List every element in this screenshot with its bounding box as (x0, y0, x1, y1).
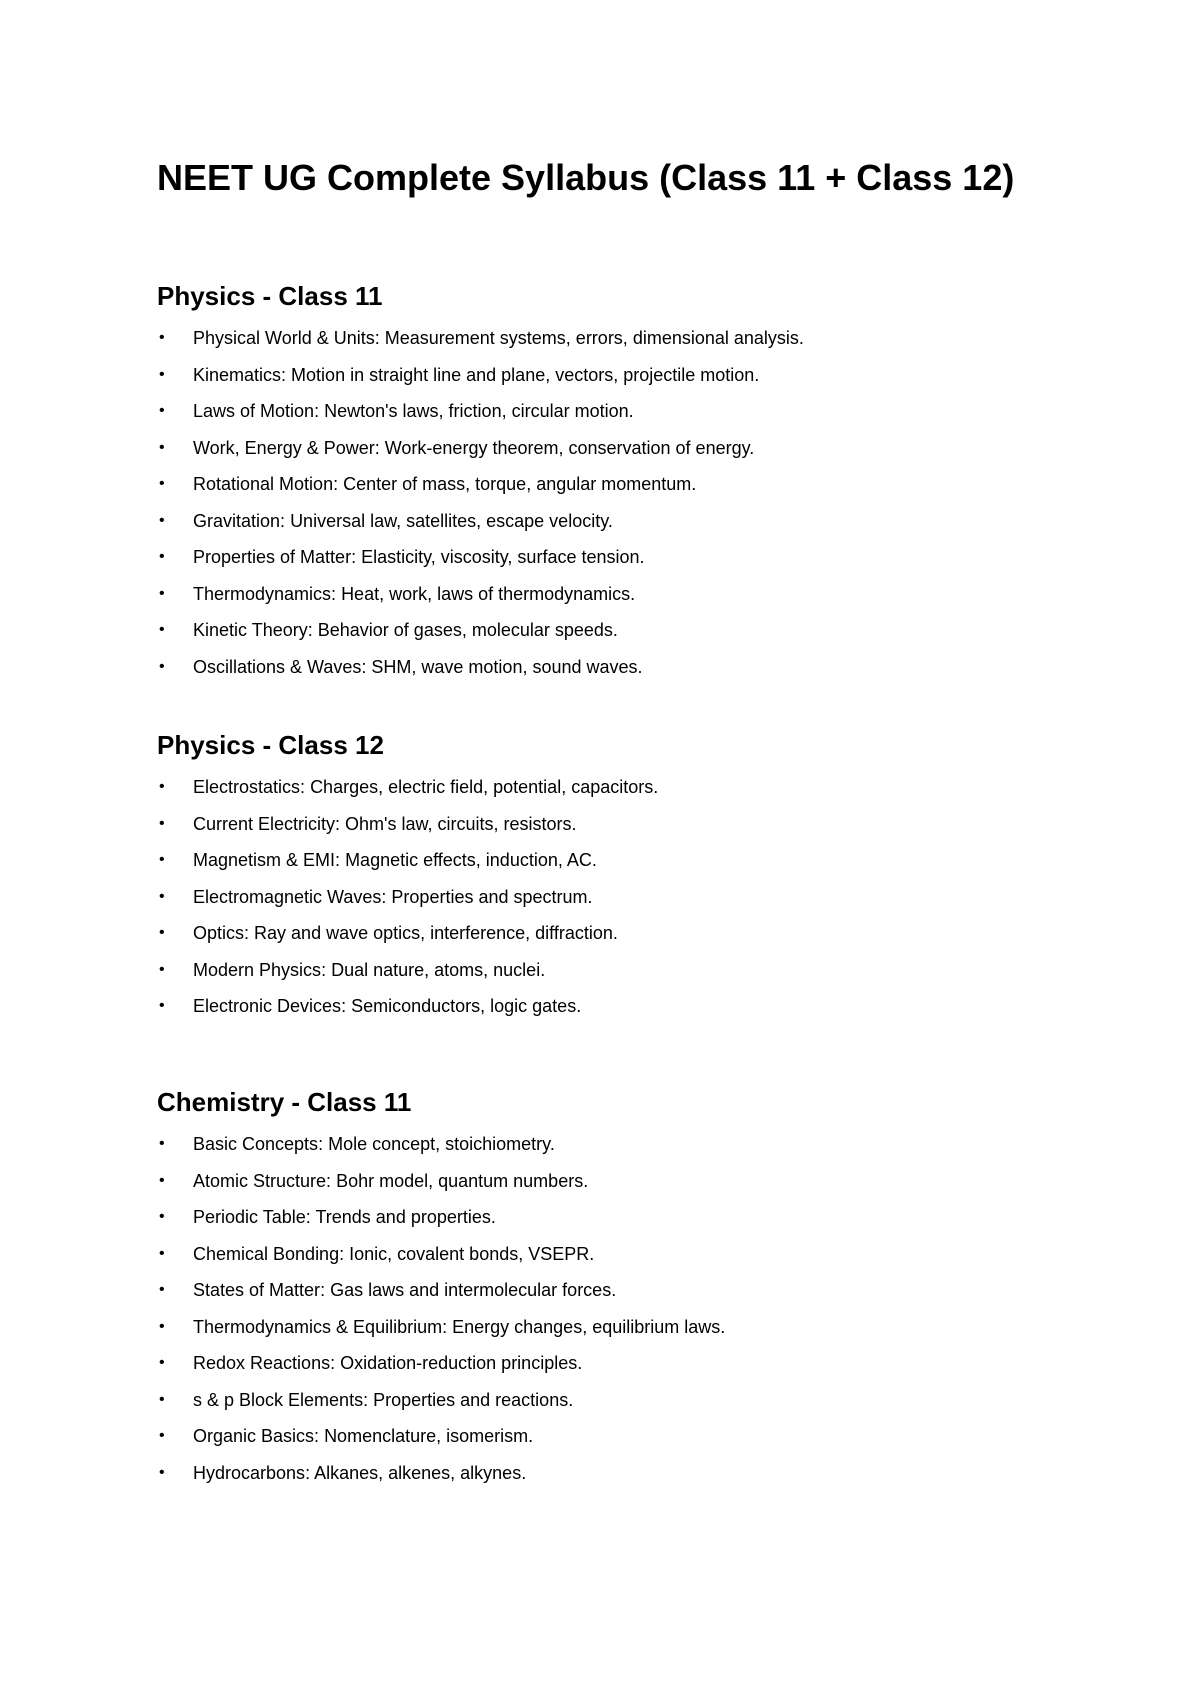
section-physics-class-12 (157, 729, 1137, 1025)
list-item: • Laws of Motion: Newton's laws, friction, circular motion. (157, 393, 1137, 430)
section-physics-class-11 (157, 280, 1137, 685)
bullet-icon: • (159, 511, 165, 529)
list-item: • Hydrocarbons: Alkanes, alkenes, alkynes. (157, 1455, 1137, 1492)
section-chemistry-class-11 (157, 1086, 1137, 1491)
topic-name: Kinematics (193, 364, 282, 385)
topic-name: Gravitation (193, 510, 281, 531)
topic-name: Oscillations & Waves (193, 656, 362, 677)
section-heading: Physics - Class 11 (157, 281, 383, 311)
bullet-icon: • (159, 814, 165, 832)
topic-detail: Behavior of gases, molecular speeds. (317, 620, 618, 640)
list-item: • Gravitation: Universal law, satellites, escape velocity. (157, 503, 1137, 540)
topic-detail: Motion in straight line and plane, vectors, projectile motion. (291, 364, 760, 385)
bullet-icon: • (159, 1171, 165, 1189)
list-item: • Redox Reactions: Oxidation-reduction principles. (157, 1345, 1137, 1382)
bullet-icon: • (159, 438, 165, 456)
bullet-icon: • (159, 584, 165, 602)
topic-detail: Mole concept, stoichiometry. (328, 1134, 555, 1154)
topic-name: Redox Reactions (193, 1353, 331, 1373)
topic-name: Periodic Table (193, 1207, 306, 1227)
bullet-icon: • (159, 657, 165, 675)
list-item: • Kinematics: Motion in straight line and plane, vectors, projectile motion. (157, 357, 1137, 394)
topic-name: Atomic Structure (193, 1170, 327, 1191)
bullet-icon: • (159, 1208, 165, 1225)
list-item: • Basic Concepts: Mole concept, stoichiometry. (157, 1126, 1137, 1163)
list-item: • Kinetic Theory: Behavior of gases, molecular speeds. (157, 612, 1137, 649)
topic-detail: Heat, work, laws of thermodynamics. (341, 583, 636, 604)
topic-detail: SHM, wave motion, sound waves. (371, 656, 643, 677)
topic-name: Modern Physics (193, 959, 322, 980)
bullet-icon: • (159, 365, 165, 383)
topic-name: States of Matter (193, 1280, 321, 1300)
topic-name: Rotational Motion (193, 474, 334, 494)
list-item: • Organic Basics: Nomenclature, isomerism. (157, 1418, 1137, 1455)
topic-detail: Bohr model, quantum numbers. (336, 1170, 589, 1191)
topic-name: Organic Basics (193, 1426, 315, 1446)
list-item: • Electronic Devices: Semiconductors, logic gates. (157, 988, 1137, 1025)
topic-detail: Magnetic effects, induction, AC. (345, 850, 597, 870)
topic-name: Kinetic Theory (193, 620, 308, 640)
bullet-icon: • (159, 1135, 165, 1152)
bullet-icon: • (159, 329, 165, 346)
topic-detail: Nomenclature, isomerism. (324, 1426, 534, 1446)
topic-name: Basic Concepts (193, 1134, 319, 1154)
topic-name: Electromagnetic Waves (193, 886, 382, 907)
list-item: • Thermodynamics & Equilibrium: Energy changes, equilibrium laws. (157, 1309, 1137, 1346)
list-item: • Electromagnetic Waves: Properties and spectrum. (157, 879, 1137, 916)
list-item: • States of Matter: Gas laws and intermolecular forces. (157, 1272, 1137, 1309)
topic-detail: Properties and reactions. (373, 1389, 574, 1410)
list-item: • Thermodynamics: Heat, work, laws of thermodynamics. (157, 576, 1137, 613)
bullet-icon: • (159, 1244, 165, 1262)
list-item: • Properties of Matter: Elasticity, viscosity, surface tension. (157, 539, 1137, 576)
bullet-icon: • (159, 851, 165, 868)
topic-detail: Charges, electric field, potential, capacitors. (310, 777, 659, 797)
topic-detail: Oxidation-reduction principles. (340, 1353, 583, 1373)
topic-name: Electronic Devices (193, 996, 342, 1016)
topic-name: Properties of Matter (193, 547, 352, 567)
bullet-icon: • (159, 887, 165, 905)
topic-name: Laws of Motion (193, 401, 315, 421)
topic-name: Electrostatics (193, 777, 301, 797)
list-item: • Rotational Motion: Center of mass, torque, angular momentum. (157, 466, 1137, 503)
topic-detail: Dual nature, atoms, nuclei. (331, 959, 546, 980)
bullet-icon: • (159, 924, 165, 941)
topic-detail: Energy changes, equilibrium laws. (452, 1316, 726, 1337)
list-item: • s & p Block Elements: Properties and reactions. (157, 1382, 1137, 1419)
list-item: • Physical World & Units: Measurement systems, errors, dimensional analysis. (157, 320, 1137, 357)
bullet-icon: • (159, 1390, 165, 1408)
topic-name: Thermodynamics & Equilibrium (193, 1316, 443, 1337)
list-item: • Electrostatics: Charges, electric field, potential, capacitors. (157, 769, 1137, 806)
topic-detail: Semiconductors, logic gates. (351, 996, 582, 1016)
list-item: • Periodic Table: Trends and properties. (157, 1199, 1137, 1236)
topic-name: Chemical Bonding (193, 1243, 340, 1264)
topic-detail: Universal law, satellites, escape velocity. (290, 510, 613, 531)
bullet-icon: • (159, 475, 165, 492)
bullet-icon: • (159, 1317, 165, 1335)
bullet-icon: • (159, 621, 165, 638)
topic-name: Work, Energy & Power (193, 437, 375, 458)
topic-name: Thermodynamics (193, 583, 332, 604)
bullet-icon: • (159, 997, 165, 1014)
topic-name: Current Electricity (193, 813, 336, 834)
topic-detail: Center of mass, torque, angular momentum. (343, 474, 697, 494)
list-item: • Optics: Ray and wave optics, interference, diffraction. (157, 915, 1137, 952)
bullet-icon: • (159, 1463, 165, 1481)
topic-detail: Work-energy theorem, conservation of energy. (384, 437, 755, 458)
topic-detail: Trends and properties. (315, 1207, 496, 1227)
topic-name: Hydrocarbons (193, 1462, 306, 1483)
topic-name: Physical World & Units (193, 328, 375, 348)
topic-detail: Properties and spectrum. (391, 886, 593, 907)
topic-detail: Gas laws and intermolecular forces. (330, 1280, 617, 1300)
list-item: • Current Electricity: Ohm's law, circuits, resistors. (157, 806, 1137, 843)
topic-list (157, 320, 1137, 685)
bullet-icon: • (159, 778, 165, 795)
list-item: • Atomic Structure: Bohr model, quantum numbers. (157, 1163, 1137, 1200)
topic-detail: Elasticity, viscosity, surface tension. (361, 547, 645, 567)
topic-list (157, 1126, 1137, 1491)
section-heading: Chemistry - Class 11 (157, 1087, 412, 1117)
bullet-icon: • (159, 1354, 165, 1371)
topic-detail: Ohm's law, circuits, resistors. (345, 813, 577, 834)
topic-list (157, 769, 1137, 1025)
bullet-icon: • (159, 548, 165, 565)
topic-name: Optics (193, 923, 245, 943)
bullet-icon: • (159, 1427, 165, 1444)
topic-detail: Alkanes, alkenes, alkynes. (314, 1462, 527, 1483)
document-title: NEET UG Complete Syllabus (Class 11 + Class 12) (157, 157, 1015, 198)
list-item: • Magnetism & EMI: Magnetic effects, induction, AC. (157, 842, 1137, 879)
topic-name: Magnetism & EMI (193, 850, 336, 870)
bullet-icon: • (159, 402, 165, 419)
list-item: • Modern Physics: Dual nature, atoms, nuclei. (157, 952, 1137, 989)
topic-name: s & p Block Elements (193, 1389, 364, 1410)
topic-detail: Newton's laws, friction, circular motion. (324, 401, 634, 421)
topic-detail: Ionic, covalent bonds, VSEPR. (349, 1243, 595, 1264)
list-item: • Oscillations & Waves: SHM, wave motion, sound waves. (157, 649, 1137, 686)
section-heading: Physics - Class 12 (157, 730, 384, 760)
list-item: • Chemical Bonding: Ionic, covalent bonds, VSEPR. (157, 1236, 1137, 1273)
bullet-icon: • (159, 960, 165, 978)
list-item: • Work, Energy & Power: Work-energy theorem, conservation of energy. (157, 430, 1137, 467)
topic-detail: Ray and wave optics, interference, diffraction. (254, 923, 618, 943)
bullet-icon: • (159, 1281, 165, 1298)
topic-detail: Measurement systems, errors, dimensional analysis. (384, 328, 804, 348)
